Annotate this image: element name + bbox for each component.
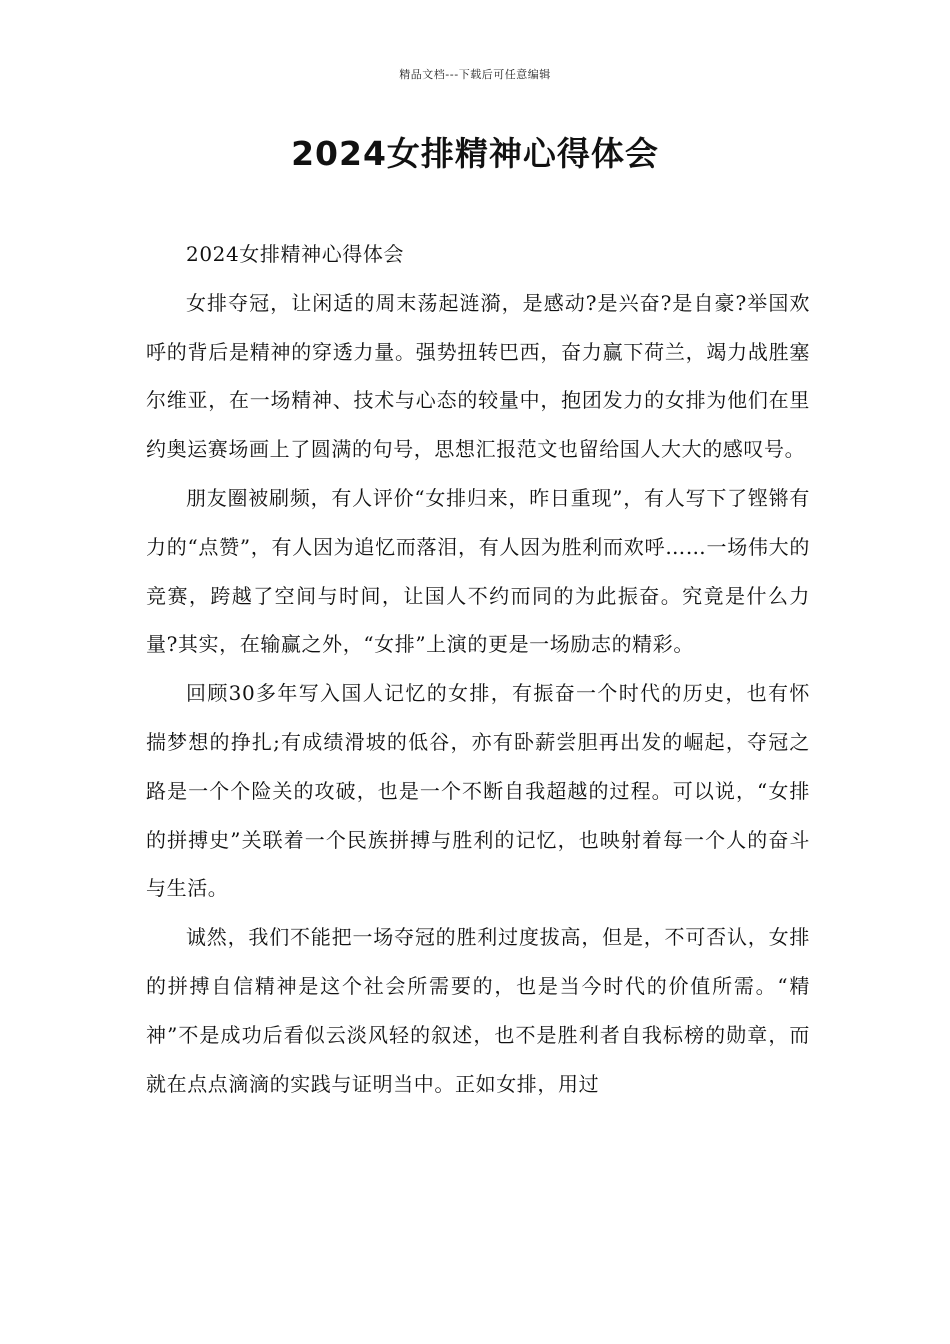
paragraph: 女排夺冠，让闲适的周末荡起涟漪，是感动?是兴奋?是自豪?举国欢呼的背后是精神的穿透力量。强势扭转巴西，奋力赢下荷兰，竭力战胜塞尔维亚，在一场精神、技术与心态的较量中，抱团发力的女排为他们在里约奥运赛场画上了圆满的句号，思想汇报范文也留给国人大大的感叹号。 bbox=[146, 290, 810, 462]
paragraph-subtitle: 2024女排精神心得体会 bbox=[186, 242, 405, 266]
paragraph: 朋友圈被刷频，有人评价“女排归来，昨日重现”，有人写下了铿锵有力的“点赞”，有人因为追忆而落泪，有人因为胜利而欢呼……一场伟大的竞赛，跨越了空间与时间，让国人不约而同的为此振奋。究竟是什么力量?其实，在输赢之外，“女排”上演的更是一场励志的精彩。 bbox=[146, 485, 810, 657]
paragraph: 回顾30多年写入国人记忆的女排，有振奋一个时代的历史，也有怀揣梦想的挣扎;有成绩滑坡的低谷，亦有卧薪尝胆再出发的崛起，夺冠之路是一个个险关的攻破，也是一个不断自我超越的过程。可以说，“女排的拼搏史”关联着一个民族拼搏与胜利的记忆，也映射着每一个人的奋斗与生活。 bbox=[146, 681, 810, 901]
document-body bbox=[146, 230, 810, 1108]
paragraph: 诚然，我们不能把一场夺冠的胜利过度拔高，但是，不可否认，女排的拼搏自信精神是这个社会所需要的，也是当今时代的价值所需。“精神”不是成功后看似云淡风轻的叙述，也不是胜利者自我标榜的勋章，而就在点点滴滴的实践与证明当中。正如女排，用过 bbox=[146, 925, 810, 1096]
header-note: 精品文档---下载后可任意编辑 bbox=[399, 68, 551, 81]
document-title: 2024女排精神心得体会 bbox=[291, 134, 659, 173]
